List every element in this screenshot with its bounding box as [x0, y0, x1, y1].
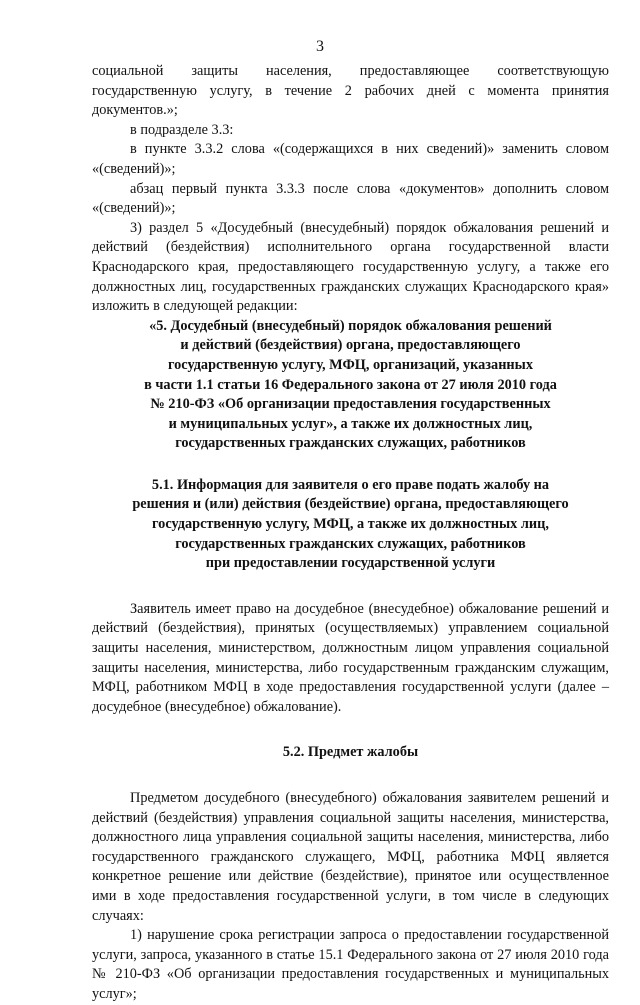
subsection-title-line: 5.1. Информация для заявителя о его праве подать жалобу на	[151, 476, 550, 493]
page-number: 3	[316, 38, 324, 55]
section-title-line: и муниципальных услуг», а также их должностных лиц,	[168, 415, 533, 432]
section-title-line: в части 1.1 статьи 16 Федерального закона от 27 июля 2010 года	[144, 376, 557, 393]
section-5-title	[92, 317, 609, 454]
section-title-line: государственную услугу, МФЦ, организаций, указанных	[168, 356, 533, 373]
paragraph-continuation: социальной защиты населения, предоставляющее соответствующую государственную услугу, в течение 2 рабочих дней с момента принятия документов.»;	[92, 63, 609, 119]
section-title-line: и действий (бездействия) органа, предоставляющего	[180, 337, 521, 354]
subsection-title-line: государственную услугу, МФЦ, а также их должностных лиц,	[152, 516, 549, 533]
section-title-line: государственных гражданских служащих, работников	[175, 435, 526, 452]
paragraph-subsection-ref: в подразделе 3.3:	[130, 121, 234, 138]
paragraph-52: Предметом досудебного (внесудебного) обжалования заявителем решений и действий (бездействия) управления социальной защиты населения, министерства, должностного лица управления социальной защиты населения, министерства, либо государственного гражданского служащего, МФЦ, работника МФЦ является конкретное решение или действие (бездействие), принятое или осуществленное ими в ходе предоставления государственной услуги, в том числе в следующих случаях:	[92, 790, 609, 924]
paragraph-section5-intro: 3) раздел 5 «Досудебный (внесудебный) порядок обжалования решений и действий (бездействия) исполнительного органа государственной власти Краснодарского края, предоставляющего государственную услугу, а также его должностных лиц, государственных гражданских служащих Краснодарского края» изложить в следующей редакции:	[92, 219, 609, 315]
subsection-51-title	[92, 476, 609, 574]
paragraph-point-332: в пункте 3.3.2 слова «(содержащихся в них сведений)» заменить словом «(сведений)»;	[92, 141, 609, 177]
document-body	[92, 62, 609, 1005]
list-item-1: 1) нарушение срока регистрации запроса о предоставлении государственной услуги, запроса, указанного в статье 15.1 Федерального закона от 27 июля 2010 года № 210-ФЗ «Об организации предоставления государственных и муниципальных услуг»;	[92, 927, 609, 1002]
section-title-line: «5. Досудебный (внесудебный) порядок обжалования решений	[149, 317, 552, 334]
section-title-line: № 210-ФЗ «Об организации предоставления государственных	[150, 396, 551, 413]
subsection-title-line: решения и (или) действия (бездействие) органа, предоставляющего	[132, 496, 569, 513]
paragraph-point-333: абзац первый пункта 3.3.3 после слова «документов» дополнить словом «(сведений)»;	[92, 180, 609, 217]
subsection-title-line: при предоставлении государственной услуги	[205, 555, 496, 572]
subsection-title-line: государственных гражданских служащих, работников	[175, 535, 526, 552]
subsection-52-title: 5.2. Предмет жалобы	[282, 744, 419, 761]
paragraph-51: Заявитель имеет право на досудебное (внесудебное) обжалование решений и действий (бездействия), принятых (осуществляемых) управлением социальной защиты населения, министерством, должностным лицом управления социальной защиты населения, министерства, либо государственным гражданским служащим, МФЦ, работником МФЦ в ходе предоставления государственной услуги (далее – досудебное (внесудебное) обжалование).	[92, 600, 609, 715]
